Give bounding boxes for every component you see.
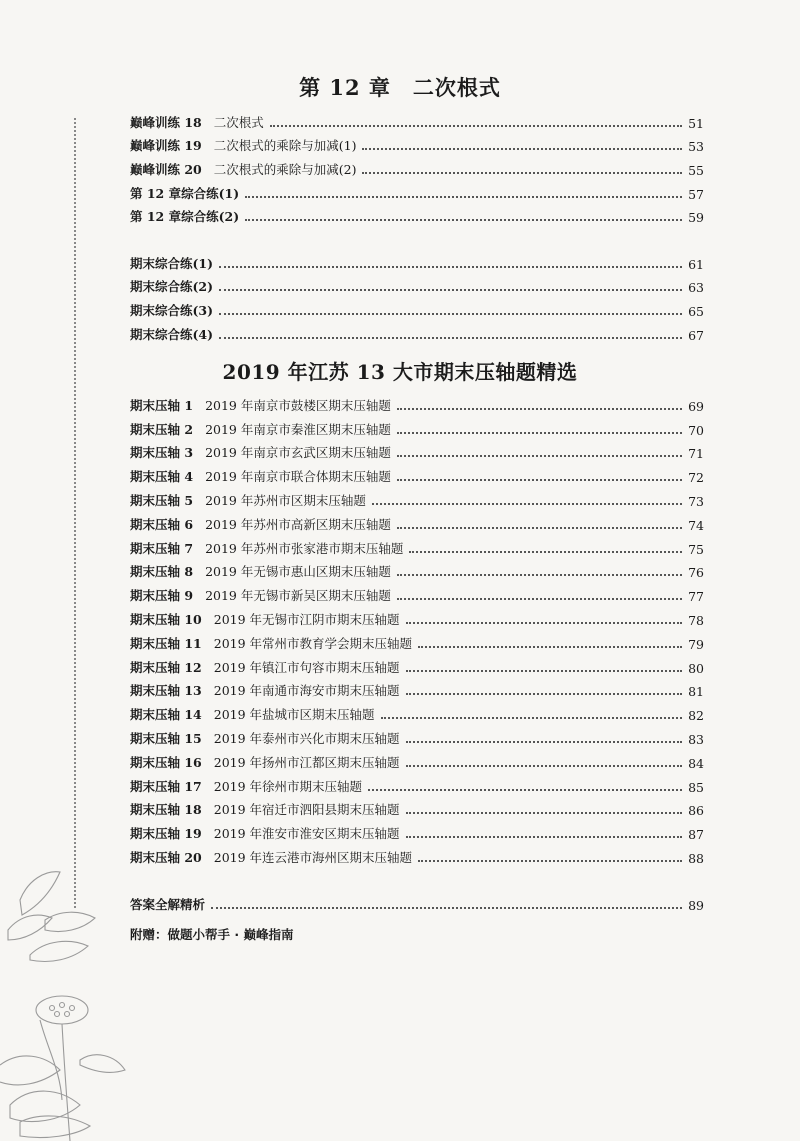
toc-page-number: 87 bbox=[688, 827, 704, 843]
dot-leader bbox=[397, 408, 682, 410]
dot-leader bbox=[219, 337, 682, 339]
toc-label: 期末压轴 20 bbox=[130, 849, 202, 865]
dot-leader bbox=[397, 455, 682, 457]
dot-leader bbox=[270, 125, 682, 127]
toc-page-number: 79 bbox=[688, 636, 704, 652]
toc-label: 期末压轴 5 bbox=[130, 492, 194, 508]
toc-page-number: 82 bbox=[688, 708, 704, 724]
toc-page-number: 86 bbox=[688, 803, 704, 819]
final-axis-toc bbox=[130, 390, 704, 866]
toc-page-number: 53 bbox=[688, 139, 704, 155]
dot-leader bbox=[406, 812, 682, 814]
toc-row[interactable] bbox=[130, 461, 704, 485]
toc-row[interactable] bbox=[130, 795, 704, 819]
toc-page-number: 67 bbox=[688, 327, 704, 343]
toc-title: 2019 年常州市教育学会期末压轴题 bbox=[213, 635, 413, 651]
toc-label: 期末压轴 4 bbox=[130, 469, 194, 485]
dot-leader bbox=[362, 172, 682, 174]
toc-row[interactable] bbox=[130, 272, 704, 296]
toc-row[interactable] bbox=[130, 628, 704, 652]
toc-label: 期末综合练(2) bbox=[130, 279, 214, 295]
dot-leader bbox=[397, 598, 682, 600]
toc-label: 期末压轴 2 bbox=[130, 421, 194, 437]
toc-row[interactable] bbox=[130, 818, 704, 842]
toc-row[interactable] bbox=[130, 842, 704, 866]
toc-page-number: 76 bbox=[688, 565, 704, 581]
toc-page-number: 89 bbox=[688, 897, 704, 913]
toc-label: 期末压轴 14 bbox=[130, 707, 202, 723]
dot-leader bbox=[397, 479, 682, 481]
dot-leader bbox=[406, 836, 682, 838]
toc-label: 期末压轴 11 bbox=[130, 635, 202, 651]
toc-title: 2019 年南京市联合体期末压轴题 bbox=[205, 469, 391, 485]
dot-leader bbox=[406, 693, 682, 695]
toc-page-number: 71 bbox=[688, 446, 704, 462]
toc-row[interactable] bbox=[130, 889, 704, 913]
toc-page-number: 61 bbox=[688, 256, 704, 272]
toc-page-number: 55 bbox=[688, 163, 704, 179]
toc-title: 2019 年徐州市期末压轴题 bbox=[213, 778, 363, 794]
toc-title: 2019 年苏州市张家港市期末压轴题 bbox=[205, 540, 404, 556]
toc-page-number: 63 bbox=[688, 280, 704, 296]
toc-title: 2019 年苏州市高新区期末压轴题 bbox=[205, 516, 391, 532]
toc-label: 巅峰训练 20 bbox=[130, 162, 202, 178]
appendix-note: 附赠：做题小帮手 · 巅峰指南 bbox=[130, 927, 294, 942]
toc-row[interactable] bbox=[130, 131, 704, 155]
toc-label: 期末压轴 19 bbox=[130, 826, 202, 842]
toc-label: 期末压轴 7 bbox=[130, 540, 194, 556]
toc-label: 巅峰训练 19 bbox=[130, 138, 202, 154]
toc-page-number: 75 bbox=[688, 541, 704, 557]
toc-title: 2019 年镇江市句容市期末压轴题 bbox=[213, 659, 400, 675]
toc-row[interactable] bbox=[130, 414, 704, 438]
dot-leader bbox=[406, 622, 682, 624]
toc-page-number: 80 bbox=[688, 660, 704, 676]
toc-title: 2019 年无锡市惠山区期末压轴题 bbox=[205, 564, 391, 580]
toc-row[interactable] bbox=[130, 438, 704, 462]
dot-leader bbox=[406, 670, 682, 672]
toc-row[interactable] bbox=[130, 248, 704, 272]
dot-leader bbox=[368, 789, 682, 791]
toc-page-number: 74 bbox=[688, 517, 704, 533]
toc-label: 期末压轴 6 bbox=[130, 516, 194, 532]
toc-label: 期末压轴 1 bbox=[130, 397, 194, 413]
toc-row[interactable] bbox=[130, 676, 704, 700]
dot-leader bbox=[219, 266, 682, 268]
toc-title: 2019 年无锡市江阴市期末压轴题 bbox=[213, 611, 400, 627]
toc-label: 期末综合练(3) bbox=[130, 303, 214, 319]
section-title: 2019 年江苏 13 大市期末压轴题精选 bbox=[222, 360, 578, 384]
toc-title: 2019 年盐城市区期末压轴题 bbox=[213, 707, 375, 723]
toc-label: 期末压轴 3 bbox=[130, 445, 194, 461]
toc-page-number: 69 bbox=[688, 398, 704, 414]
dot-leader bbox=[372, 503, 682, 505]
toc-page-number: 73 bbox=[688, 493, 704, 509]
toc-row[interactable] bbox=[130, 652, 704, 676]
toc-label: 期末压轴 16 bbox=[130, 754, 202, 770]
toc-title: 2019 年苏州市区期末压轴题 bbox=[205, 492, 366, 508]
toc-row[interactable] bbox=[130, 509, 704, 533]
dot-leader bbox=[245, 219, 682, 221]
toc-page-number: 72 bbox=[688, 470, 704, 486]
chapter-toc bbox=[130, 107, 704, 225]
toc-page-number: 88 bbox=[688, 850, 704, 866]
toc-row[interactable] bbox=[130, 107, 704, 131]
toc-page-number: 57 bbox=[688, 186, 704, 202]
toc-row[interactable] bbox=[130, 485, 704, 509]
toc-page-number: 85 bbox=[688, 779, 704, 795]
toc-label: 期末压轴 13 bbox=[130, 683, 202, 699]
dot-leader bbox=[211, 907, 682, 909]
toc-title: 二次根式的乘除与加减(1) bbox=[213, 138, 357, 154]
toc-page-number: 70 bbox=[688, 422, 704, 438]
toc-row[interactable] bbox=[130, 295, 704, 319]
dot-leader bbox=[418, 860, 682, 862]
toc-row[interactable] bbox=[130, 699, 704, 723]
dot-leader bbox=[245, 196, 682, 198]
toc-title: 2019 年扬州市江都区期末压轴题 bbox=[213, 754, 400, 770]
toc-row[interactable] bbox=[130, 319, 704, 343]
lotus-illustration bbox=[0, 860, 130, 1141]
toc-title: 2019 年连云港市海州区期末压轴题 bbox=[213, 849, 413, 865]
toc-label: 期末压轴 10 bbox=[130, 611, 202, 627]
toc-label: 期末压轴 8 bbox=[130, 564, 194, 580]
chapter-title: 第 12 章 二次根式 bbox=[299, 75, 501, 100]
dot-leader bbox=[418, 646, 682, 648]
toc-title: 2019 年淮安市淮安区期末压轴题 bbox=[213, 826, 400, 842]
toc-label: 巅峰训练 18 bbox=[130, 114, 202, 130]
toc-row[interactable] bbox=[130, 533, 704, 557]
toc-title: 2019 年无锡市新吴区期末压轴题 bbox=[205, 588, 391, 604]
toc-label: 期末压轴 17 bbox=[130, 778, 202, 794]
dot-leader bbox=[409, 551, 682, 553]
dot-leader bbox=[219, 289, 682, 291]
toc-label: 期末压轴 12 bbox=[130, 659, 202, 675]
dot-leader bbox=[406, 765, 682, 767]
toc-page-number: 65 bbox=[688, 304, 704, 320]
margin-dotted-line bbox=[74, 118, 76, 908]
toc-title: 2019 年南通市海安市期末压轴题 bbox=[213, 683, 400, 699]
toc-row[interactable] bbox=[130, 604, 704, 628]
dot-leader bbox=[362, 148, 682, 150]
toc-label: 期末压轴 15 bbox=[130, 730, 202, 746]
toc-label: 期末压轴 9 bbox=[130, 588, 194, 604]
toc-title: 2019 年南京市鼓楼区期末压轴题 bbox=[205, 397, 391, 413]
dot-leader bbox=[381, 717, 682, 719]
toc-label: 第 12 章综合练(2) bbox=[130, 209, 240, 225]
toc-label: 期末压轴 18 bbox=[130, 802, 202, 818]
toc-title: 2019 年泰州市兴化市期末压轴题 bbox=[213, 730, 400, 746]
toc-page-number: 51 bbox=[688, 115, 704, 131]
toc-title: 2019 年南京市玄武区期末压轴题 bbox=[205, 445, 391, 461]
toc-row[interactable] bbox=[130, 154, 704, 178]
toc-label: 期末综合练(1) bbox=[130, 255, 214, 271]
dot-leader bbox=[397, 574, 682, 576]
dot-leader bbox=[397, 432, 682, 434]
toc-page-number: 78 bbox=[688, 612, 704, 628]
toc-page-number: 77 bbox=[688, 589, 704, 605]
toc-row[interactable] bbox=[130, 747, 704, 771]
toc-row[interactable] bbox=[130, 723, 704, 747]
answer-toc bbox=[130, 889, 704, 913]
toc-label: 期末综合练(4) bbox=[130, 326, 214, 342]
toc-row[interactable] bbox=[130, 557, 704, 581]
toc-row[interactable] bbox=[130, 178, 704, 202]
toc-title: 二次根式的乘除与加减(2) bbox=[213, 162, 357, 178]
toc-row[interactable] bbox=[130, 580, 704, 604]
final-practice-toc bbox=[130, 248, 704, 343]
toc-page-number: 81 bbox=[688, 684, 704, 700]
dot-leader bbox=[406, 741, 682, 743]
toc-title: 2019 年宿迁市泗阳县期末压轴题 bbox=[213, 802, 400, 818]
toc-row[interactable] bbox=[130, 390, 704, 414]
toc-title: 二次根式 bbox=[213, 114, 264, 130]
toc-title: 2019 年南京市秦淮区期末压轴题 bbox=[205, 421, 391, 437]
dot-leader bbox=[219, 313, 682, 315]
toc-page-number: 59 bbox=[688, 210, 704, 226]
dot-leader bbox=[397, 527, 682, 529]
toc-page-number: 83 bbox=[688, 731, 704, 747]
toc-label: 第 12 章综合练(1) bbox=[130, 185, 240, 201]
toc-page-number: 84 bbox=[688, 755, 704, 771]
toc-label: 答案全解精析 bbox=[130, 896, 206, 912]
toc-row[interactable] bbox=[130, 202, 704, 226]
toc-row[interactable] bbox=[130, 771, 704, 795]
